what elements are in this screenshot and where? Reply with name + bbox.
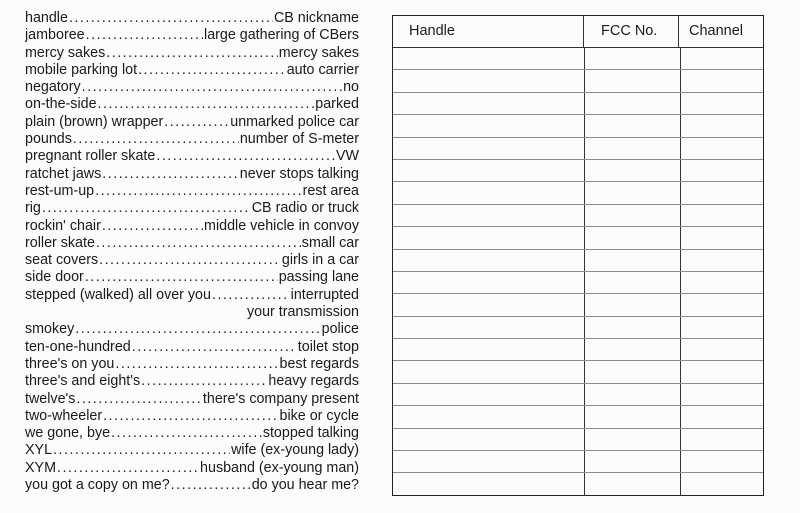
glossary-term: stepped (walked) all over you [25, 286, 211, 303]
dot-leader [115, 356, 278, 373]
dot-leader [102, 218, 203, 235]
dot-leader [106, 45, 278, 62]
glossary-entry [25, 391, 359, 408]
table-row [393, 70, 763, 92]
channel-cell[interactable] [681, 361, 763, 382]
fcc-no-cell[interactable] [585, 339, 681, 360]
table-row [393, 361, 763, 383]
table-row [393, 182, 763, 204]
glossary-definition: rest area [302, 182, 359, 199]
glossary-term: three's and eight's [25, 373, 141, 390]
glossary-entry [25, 287, 359, 304]
table-header [393, 16, 763, 48]
dot-leader [99, 252, 281, 269]
glossary-term: roller skate [25, 234, 95, 251]
handle-cell[interactable] [393, 384, 585, 405]
channel-cell[interactable] [681, 138, 763, 159]
channel-cell[interactable] [681, 451, 763, 472]
dot-leader [96, 235, 301, 252]
glossary-entry [25, 114, 359, 131]
handle-cell[interactable] [393, 227, 585, 248]
glossary-term: you got a copy on me? [25, 477, 170, 494]
glossary-entry [25, 148, 359, 165]
channel-cell[interactable] [681, 406, 763, 427]
handle-cell[interactable] [393, 115, 585, 136]
dot-leader [53, 442, 230, 459]
dot-leader [86, 27, 203, 44]
glossary-term: three's on you [25, 355, 115, 372]
glossary-entry [25, 45, 359, 62]
glossary-definition: wife (ex-young lady) [231, 442, 359, 459]
handle-cell[interactable] [393, 294, 585, 315]
fcc-no-cell[interactable] [585, 48, 681, 69]
glossary-term: rockin' chair [25, 217, 101, 234]
fcc-no-cell[interactable] [585, 384, 681, 405]
dot-leader [212, 287, 290, 304]
glossary-definition: number of S-meter [239, 131, 359, 148]
fcc-no-cell[interactable] [585, 406, 681, 427]
fcc-no-cell[interactable] [585, 272, 681, 293]
channel-cell[interactable] [681, 48, 763, 69]
glossary-definition: toilet stop [297, 338, 359, 355]
dot-leader [141, 373, 267, 390]
handle-cell[interactable] [393, 406, 585, 427]
handle-cell[interactable] [393, 250, 585, 271]
fcc-no-cell[interactable] [585, 227, 681, 248]
glossary-entry [25, 252, 359, 269]
glossary-term: negatory [25, 79, 81, 96]
fcc-no-cell[interactable] [585, 429, 681, 450]
channel-cell[interactable] [681, 205, 763, 226]
glossary-definition: VW [335, 148, 359, 165]
glossary-entry [25, 183, 359, 200]
handle-cell[interactable] [393, 70, 585, 91]
header-fcc-no: FCC No. [584, 16, 679, 47]
fcc-no-cell[interactable] [585, 294, 681, 315]
header-handle: Handle [393, 16, 584, 47]
fcc-no-cell[interactable] [585, 250, 681, 271]
glossary-entry [25, 27, 359, 44]
dot-leader [98, 96, 315, 113]
channel-cell[interactable] [681, 115, 763, 136]
glossary-term: pounds [25, 131, 72, 148]
glossary-entry [25, 269, 359, 286]
glossary-definition: no [343, 79, 359, 96]
dot-leader [164, 114, 229, 131]
glossary-entry [25, 166, 359, 183]
glossary-term: mercy sakes [25, 44, 106, 61]
glossary-entry [25, 10, 359, 27]
channel-cell[interactable] [681, 339, 763, 360]
contact-log-table [392, 15, 764, 496]
handle-cell[interactable] [393, 272, 585, 293]
handle-cell[interactable] [393, 317, 585, 338]
table-row [393, 93, 763, 115]
glossary-definition: CB nickname [273, 10, 359, 26]
dot-leader [75, 321, 320, 338]
glossary-entry [25, 131, 359, 148]
glossary-term: handle [25, 10, 68, 26]
dot-leader [111, 425, 262, 442]
glossary-term: two-wheeler [25, 407, 103, 424]
fcc-no-cell[interactable] [585, 93, 681, 114]
channel-cell[interactable] [681, 272, 763, 293]
dot-leader [73, 131, 239, 148]
table-row [393, 294, 763, 316]
dot-leader [69, 10, 273, 27]
handle-cell[interactable] [393, 93, 585, 114]
table-row [393, 317, 763, 339]
glossary-entry [25, 408, 359, 425]
handle-cell[interactable] [393, 182, 585, 203]
table-row [393, 451, 763, 473]
glossary-entry [25, 200, 359, 217]
dot-leader [102, 166, 239, 183]
handle-cell[interactable] [393, 138, 585, 159]
glossary-entry [25, 425, 359, 442]
glossary-term: smokey [25, 321, 75, 338]
glossary-definition: auto carrier [286, 61, 359, 78]
glossary-term: side door [25, 269, 84, 286]
glossary-term: mobile parking lot [25, 61, 138, 78]
glossary-entry [25, 218, 359, 235]
table-row [393, 115, 763, 137]
table-body [393, 48, 763, 496]
glossary-definition: CB radio or truck [251, 200, 359, 217]
dot-leader [156, 148, 335, 165]
dot-leader [57, 460, 199, 477]
channel-cell[interactable] [681, 160, 763, 181]
handle-cell[interactable] [393, 160, 585, 181]
glossary-definition: never stops talking [239, 165, 359, 182]
glossary-entry [25, 356, 359, 373]
glossary-definition: parked [315, 96, 359, 113]
channel-cell[interactable] [681, 93, 763, 114]
glossary-entry [25, 460, 359, 477]
glossary-term: twelve's [25, 390, 76, 407]
dot-leader [82, 79, 342, 96]
glossary-term: jamboree [25, 27, 85, 44]
glossary-entry [25, 442, 359, 459]
handle-cell[interactable] [393, 473, 585, 495]
table-row [393, 138, 763, 160]
glossary-term: ratchet jaws [25, 165, 102, 182]
glossary-entry [25, 79, 359, 96]
dot-leader [132, 339, 297, 356]
handle-cell[interactable] [393, 48, 585, 69]
fcc-no-cell[interactable] [585, 451, 681, 472]
glossary-term: ten-one-hundred [25, 338, 131, 355]
glossary-entry [25, 96, 359, 113]
glossary-definition: middle vehicle in convoy [204, 217, 359, 234]
glossary-definition-continued: your transmission [246, 304, 359, 321]
fcc-no-cell[interactable] [585, 138, 681, 159]
glossary-definition: stopped talking [262, 425, 359, 442]
glossary-definition: large gathering of CBers [204, 27, 359, 44]
dot-leader [138, 62, 286, 79]
fcc-no-cell[interactable] [585, 361, 681, 382]
glossary-definition: there's company present [202, 390, 359, 407]
handle-cell[interactable] [393, 451, 585, 472]
header-channel: Channel [689, 23, 744, 39]
handle-cell[interactable] [393, 361, 585, 382]
channel-cell[interactable] [681, 473, 763, 495]
handle-cell[interactable] [393, 429, 585, 450]
glossary-definition: girls in a car [281, 252, 359, 269]
glossary-definition: unmarked police car [230, 113, 359, 130]
glossary-entry [25, 477, 359, 494]
table-row [393, 272, 763, 294]
glossary-definition: do you hear me? [251, 477, 359, 494]
glossary-entry [25, 62, 359, 79]
cb-slang-glossary [25, 10, 359, 494]
glossary-definition: bike or cycle [279, 407, 359, 424]
glossary-entry [25, 339, 359, 356]
table-row [393, 48, 763, 70]
dot-leader [95, 183, 301, 200]
dot-leader [85, 269, 278, 286]
glossary-term: plain (brown) wrapper [25, 113, 164, 130]
table-row [393, 384, 763, 406]
glossary-term: on-the-side [25, 96, 97, 113]
fcc-no-cell[interactable] [585, 205, 681, 226]
glossary-term: pregnant roller skate [25, 148, 156, 165]
glossary-definition: mercy sakes [278, 44, 359, 61]
glossary-term: seat covers [25, 252, 99, 269]
table-row [393, 205, 763, 227]
glossary-definition: passing lane [278, 269, 359, 286]
fcc-no-cell[interactable] [585, 160, 681, 181]
table-row [393, 250, 763, 272]
fcc-no-cell[interactable] [585, 115, 681, 136]
table-row [393, 406, 763, 428]
channel-cell[interactable] [681, 429, 763, 450]
fcc-no-cell[interactable] [585, 317, 681, 338]
glossary-definition: best regards [279, 355, 359, 372]
table-row [393, 227, 763, 249]
glossary-entry [25, 373, 359, 390]
table-row [393, 429, 763, 451]
glossary-term: XYL [25, 442, 53, 459]
channel-cell[interactable] [681, 70, 763, 91]
glossary-definition: interrupted [290, 286, 359, 303]
dot-leader [42, 200, 251, 217]
glossary-entry [25, 235, 359, 252]
dot-leader [76, 391, 201, 408]
table-row [393, 473, 763, 495]
dot-leader [103, 408, 278, 425]
table-row [393, 339, 763, 361]
glossary-term: XYM [25, 459, 56, 476]
glossary-entry [25, 321, 359, 338]
channel-cell[interactable] [681, 227, 763, 248]
handle-cell[interactable] [393, 205, 585, 226]
glossary-definition: police [321, 321, 359, 338]
glossary-definition: heavy regards [268, 373, 359, 390]
channel-cell[interactable] [681, 182, 763, 203]
dot-leader [171, 477, 251, 494]
glossary-term: rest-um-up [25, 182, 95, 199]
fcc-no-cell[interactable] [585, 473, 681, 495]
channel-cell[interactable] [681, 317, 763, 338]
channel-cell[interactable] [681, 294, 763, 315]
fcc-no-cell[interactable] [585, 70, 681, 91]
channel-cell[interactable] [681, 384, 763, 405]
glossary-term: rig [25, 200, 41, 217]
glossary-definition: husband (ex-young man) [200, 459, 359, 476]
table-row [393, 160, 763, 182]
fcc-no-cell[interactable] [585, 182, 681, 203]
glossary-term: we gone, bye [25, 425, 111, 442]
handle-cell[interactable] [393, 339, 585, 360]
channel-cell[interactable] [681, 250, 763, 271]
glossary-definition: small car [301, 234, 359, 251]
